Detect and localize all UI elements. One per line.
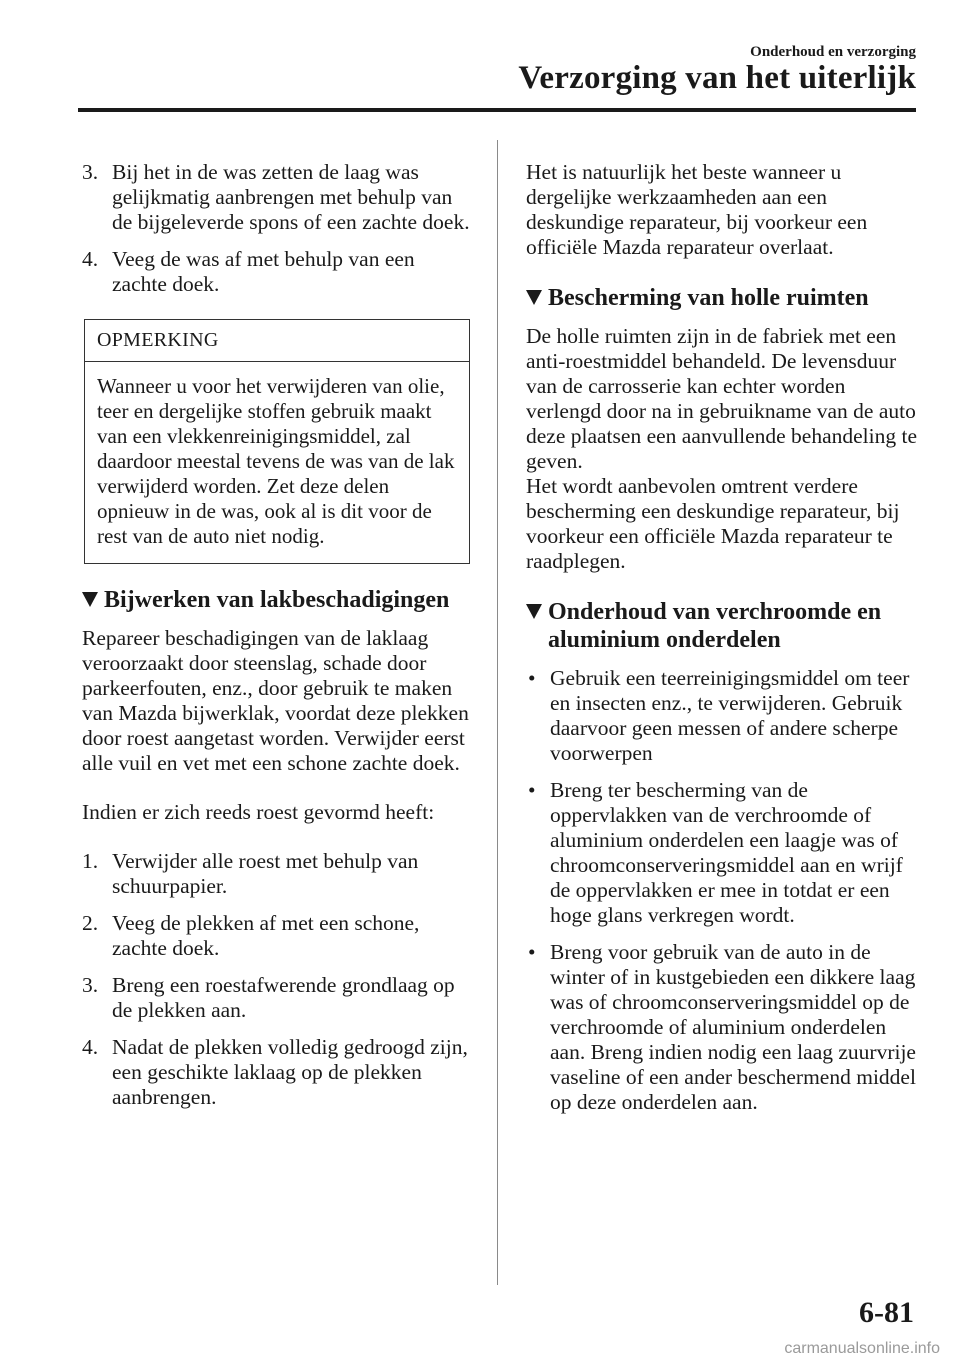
bullet-item bbox=[526, 778, 918, 928]
step-text: Bij het in de was zetten de laag was gelijkmatig aanbrengen met behulp van de bijgeleverde spons of een zachte doek. bbox=[112, 160, 470, 234]
column-divider bbox=[497, 140, 498, 1285]
rust-step bbox=[82, 849, 472, 899]
header-section-label: Onderhoud en verzorging bbox=[750, 44, 916, 60]
paragraph-intro: Het is natuurlijk het beste wanneer u dergelijke werkzaamheden aan een deskundige reparateur, bij voorkeur een officiële Mazda reparateur overlaat. bbox=[526, 160, 868, 259]
step-text: Nadat de plekken volledig gedroogd zijn, een geschikte laklaag op de plekken aanbrengen. bbox=[112, 1035, 468, 1109]
page-title: Verzorging van het uiterlijk bbox=[518, 60, 916, 96]
wax-step bbox=[82, 160, 472, 235]
step-text: Breng een roestafwerende grondlaag op de plekken aan. bbox=[112, 973, 455, 1022]
heading-verchroomde-onderdelen bbox=[526, 598, 918, 654]
bullet-icon: • bbox=[528, 940, 536, 964]
paragraph-holle-1: De holle ruimten zijn in de fabriek met een anti-roestmiddel behandeld. De levensduur van de carrosserie kan echter worden verlengd door na in gebruikname van de auto deze plaatsen een aanvullende behandeling te geven. bbox=[526, 324, 917, 473]
step-number: 3. bbox=[82, 160, 99, 184]
bullet-item bbox=[526, 666, 918, 766]
bullet-text: Gebruik een teerreinigingsmiddel om teer en insecten enz., te verwijderen. Gebruik daarvoor geen messen of andere scherpe voorwerpen bbox=[550, 666, 910, 765]
step-number: 3. bbox=[82, 973, 99, 997]
bullet-text: Breng ter bescherming van de oppervlakken van de verchroomde of aluminium onderdelen een laagje was of chroomconserveringsmiddel aan en wrijf de oppervlakken er mee in totdat er een hoge glans verkregen wordt. bbox=[550, 778, 903, 927]
right-column bbox=[526, 160, 918, 1127]
paragraph-lak: Repareer beschadigingen van de laklaag veroorzaakt door steenslag, schade door parkeerfouten, enz., door gebruik te maken van Mazda bijwerklak, voordat deze plekken door roest aangetast worden. Verwijder eerst alle vuil en vet met een schone zachte doek. bbox=[82, 626, 469, 775]
header-rule bbox=[78, 108, 916, 112]
step-number: 2. bbox=[82, 911, 99, 935]
step-number: 1. bbox=[82, 849, 99, 873]
paragraph-roest: Indien er zich reeds roest gevormd heeft: bbox=[82, 800, 435, 824]
step-number: 4. bbox=[82, 1035, 99, 1059]
page-number: 6-81 bbox=[859, 1296, 914, 1329]
bullet-icon: • bbox=[528, 666, 536, 690]
triangle-marker-icon bbox=[526, 604, 542, 619]
wax-step bbox=[82, 247, 472, 297]
step-number: 4. bbox=[82, 247, 99, 271]
heading-text: Onderhoud van verchroomde en aluminium onderdelen bbox=[548, 599, 882, 653]
step-text: Veeg de was af met behulp van een zachte doek. bbox=[112, 247, 415, 296]
note-title: OPMERKING bbox=[85, 320, 469, 362]
rust-step bbox=[82, 911, 472, 961]
paragraph-holle-2: Het wordt aanbevolen omtrent verdere bescherming een deskundige reparateur, bij voorkeur een officiële Mazda reparateur te raadplegen. bbox=[526, 474, 900, 573]
bullet-item bbox=[526, 940, 918, 1115]
triangle-marker-icon bbox=[526, 290, 542, 305]
watermark: carmanualsonline.info bbox=[784, 1340, 940, 1357]
step-text: Veeg de plekken af met een schone, zachte doek. bbox=[112, 911, 420, 960]
rust-step bbox=[82, 1035, 472, 1110]
rust-step bbox=[82, 973, 472, 1023]
left-column bbox=[82, 160, 472, 1122]
triangle-marker-icon bbox=[82, 592, 98, 607]
heading-text: Bijwerken van lakbeschadigingen bbox=[104, 587, 450, 613]
heading-lakbeschadigingen bbox=[82, 586, 472, 614]
heading-holle-ruimten bbox=[526, 284, 918, 312]
note-box bbox=[84, 319, 470, 564]
note-body: Wanneer u voor het verwijderen van olie, teer en dergelijke stoffen gebruik maakt van een vlekkenreinigingsmiddel, zal daardoor meestal tevens de was van de lak verwijderd worden. Zet deze delen opnieuw in de was, ook al is dit voor de rest van de auto niet nodig. bbox=[97, 374, 455, 548]
heading-text: Bescherming van holle ruimten bbox=[548, 285, 869, 311]
bullet-icon: • bbox=[528, 778, 536, 802]
step-text: Verwijder alle roest met behulp van schuurpapier. bbox=[112, 849, 419, 898]
bullet-text: Breng voor gebruik van de auto in de winter of in kustgebieden een dikkere laag was of chroomconserveringsmiddel op de verchroomde of aluminium onderdelen aan. Breng indien nodig een laag zuurvrije vaseline of een ander beschermend middel op deze onderdelen aan. bbox=[550, 940, 916, 1114]
